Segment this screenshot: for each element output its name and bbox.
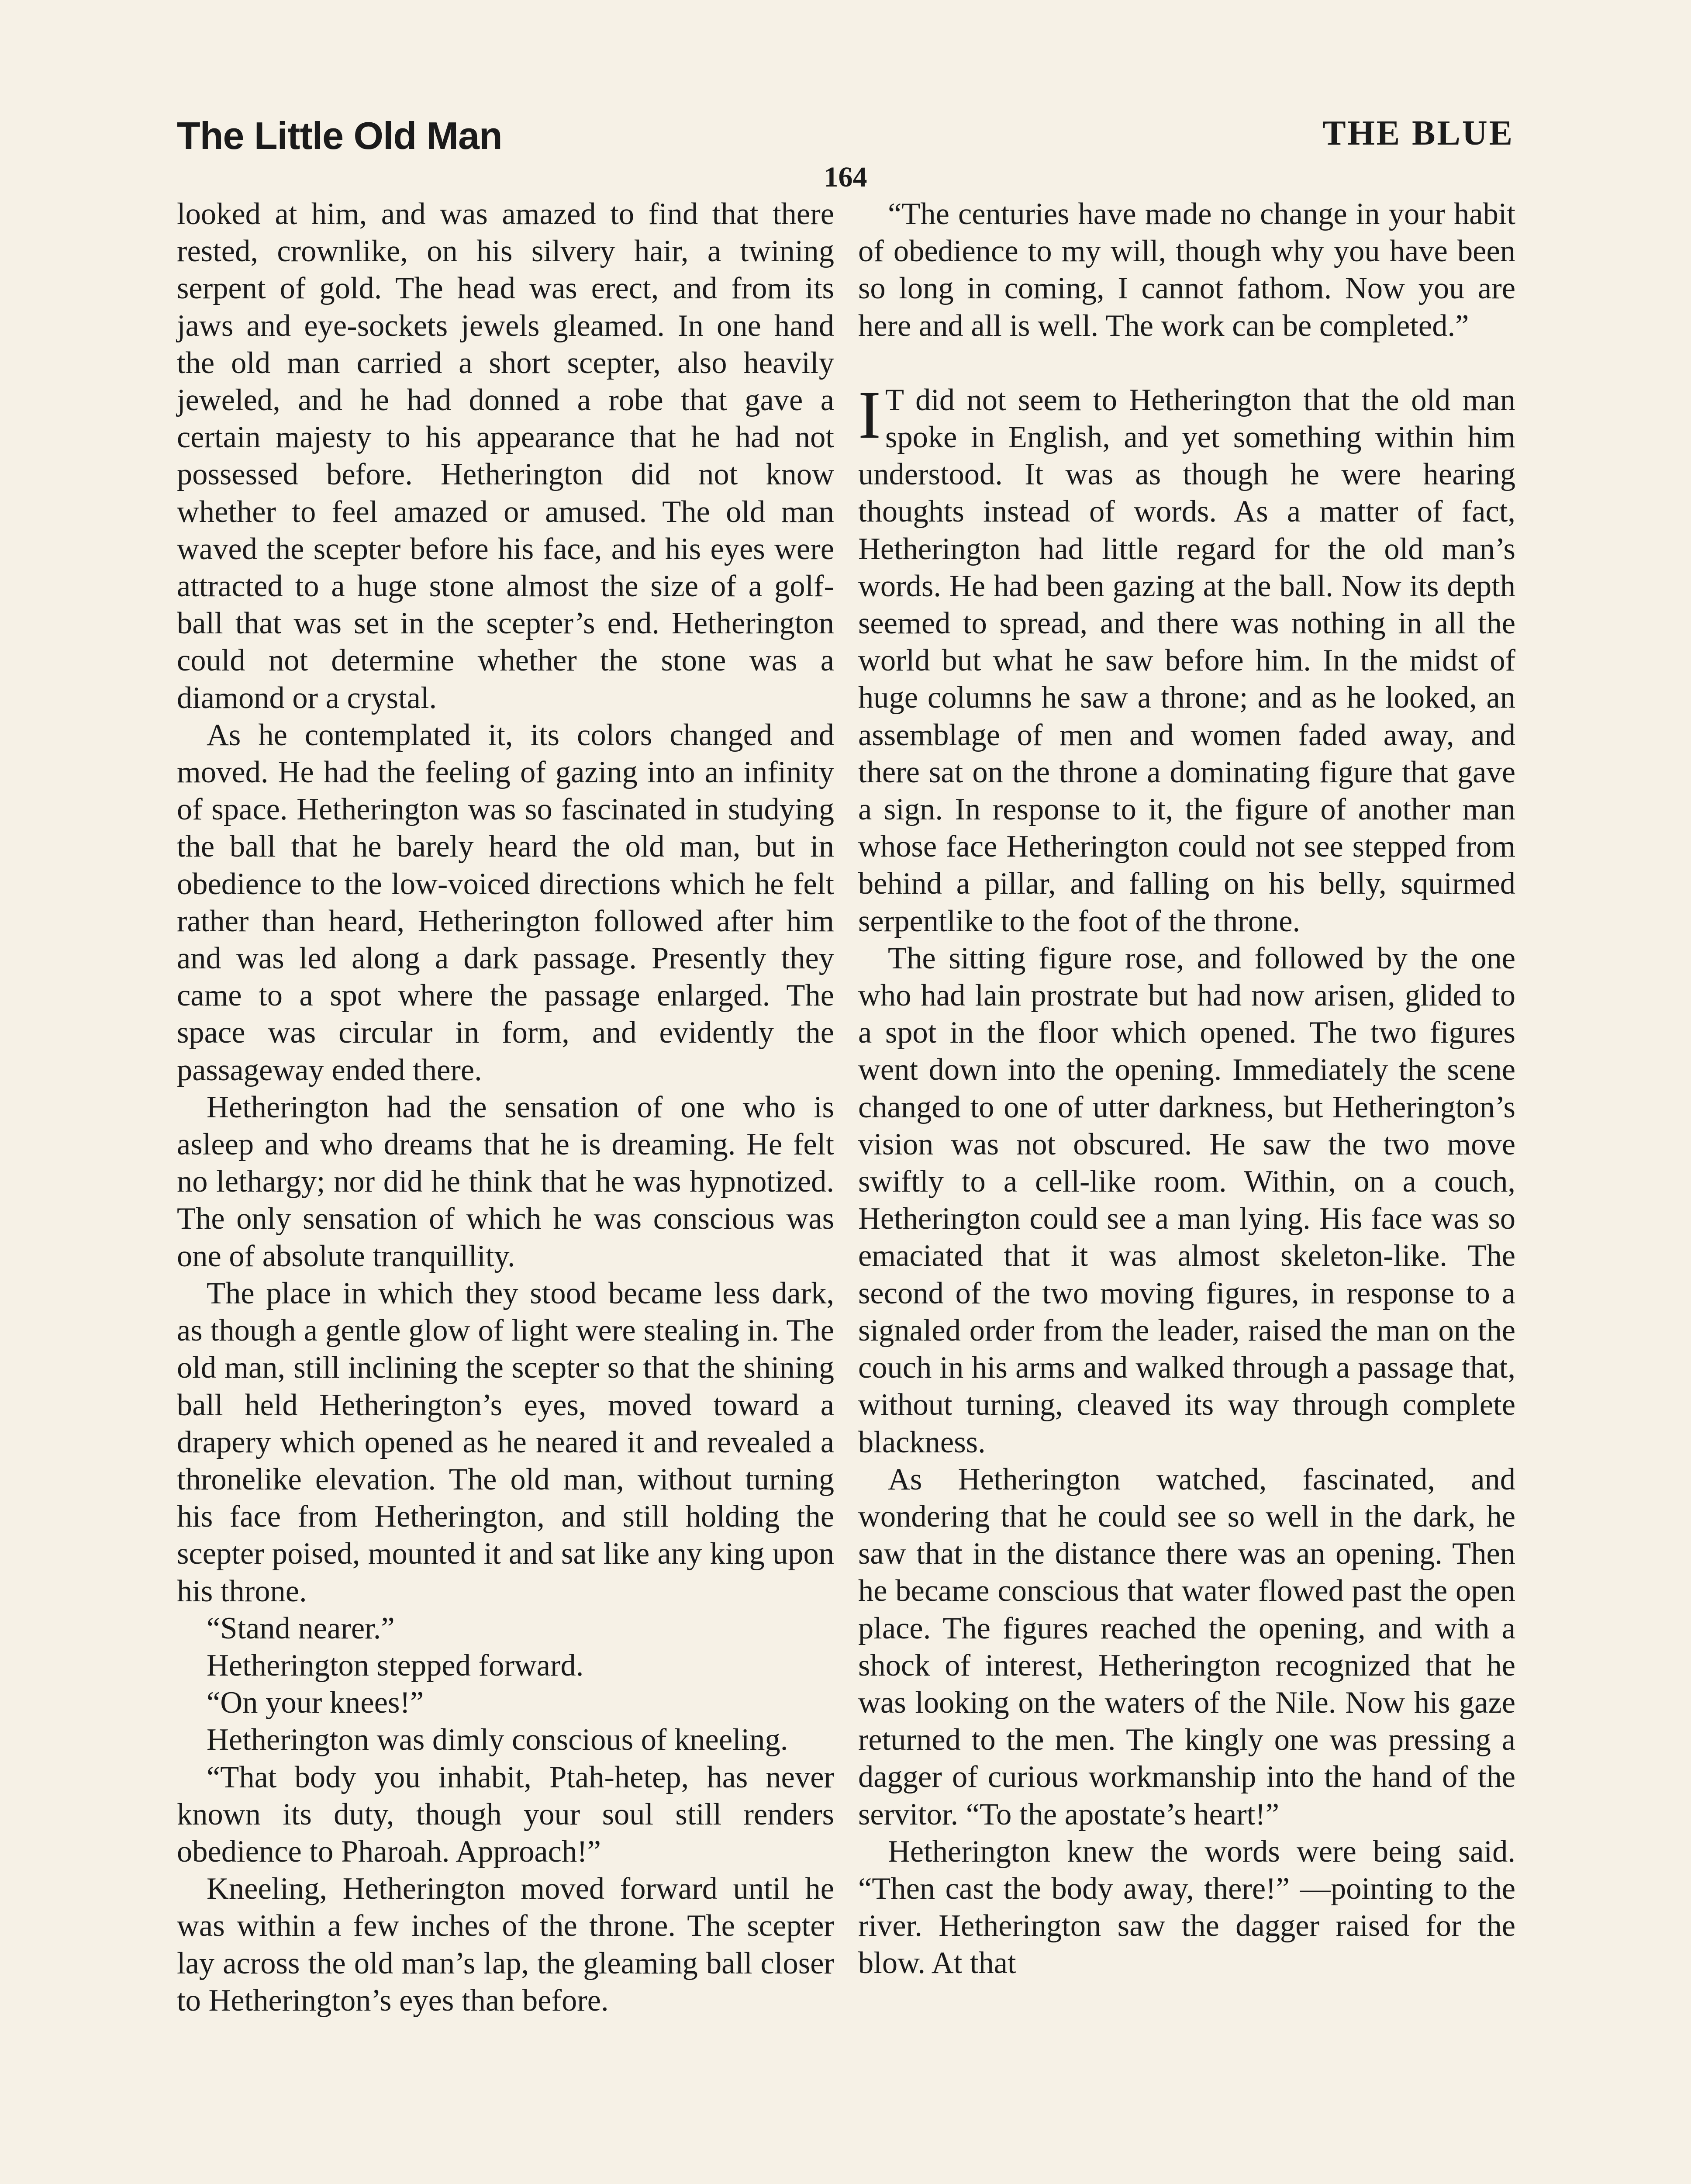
section-opening-paragraph	[858, 377, 1515, 940]
paragraph: The place in which they stood became less dark, as though a gentle glow of light were stealing in. The old man, still inclining the scepter so that the shining ball held Hetherington’s eyes, moved toward a drapery which opened as he neared it and revealed a thronelike elevation. The old man, without turning his face from Hetherington, and still holding the scepter poised, mounted it and sat like any king upon his throne.	[177, 1276, 834, 1608]
page-number: 164	[824, 161, 867, 193]
right-column	[858, 196, 1515, 1982]
paragraph: Hetherington stepped forward.	[207, 1648, 584, 1683]
paragraph: Hetherington knew the words were being said. “Then cast the body away, there!” —pointing to the river. Hetherington saw the dagger raised for the blow. At that	[858, 1834, 1515, 1980]
paragraph: “On your knees!”	[207, 1686, 424, 1720]
paragraph: “Stand nearer.”	[207, 1611, 395, 1645]
paragraph: “The centuries have made no change in your habit of obedience to my will, though why you have been so long in coming, I cannot fathom. Now you are here and all is well. The work can be completed.”	[858, 197, 1515, 343]
paragraph: Kneeling, Hetherington moved forward until he was within a few inches of the throne. The scepter lay across the old man’s lap, the gleaming ball closer to Hetherington’s eyes than before.	[177, 1872, 834, 2018]
story-title: The Little Old Man	[177, 114, 502, 157]
paragraph: looked at him, and was amazed to find that there rested, crownlike, on his silvery hair, a twining serpent of gold. The head was erect, and from its jaws and eye-sockets jewels gleamed. In one hand the old man carried a short scepter, also heavily jeweled, and he had donned a robe that gave a certain majesty to his appearance that he had not possessed before. Hetherington did not know whether to feel amazed or amused. The old man waved the scepter before his face, and his eyes were attracted to a huge stone almost the size of a golf-ball that was set in the scepter’s end. Hetherington could not determine whether the stone was a diamond or a crystal.	[177, 197, 834, 715]
left-column	[177, 196, 834, 2019]
paragraph: “That body you inhabit, Ptah-hetep, has never known its duty, though your soul still renders obedience to Pharoah. Approach!”	[177, 1760, 834, 1869]
paragraph: The sitting figure rose, and followed by the one who had lain prostrate but had now arisen, glided to a spot in the floor which opened. The two figures went down into the opening. Immediately the scene changed to one of utter darkness, but Hetherington’s vision was not obscured. He saw the two move swiftly to a cell-like room. Within, on a couch, Hetherington could see a man lying. His face was so emaciated that it was almost skeleton-like. The second of the two moving figures, in response to a signaled order from the leader, raised the man on the couch in his arms and walked through a passage that, without turning, cleaved its way through complete blackness.	[858, 941, 1515, 1459]
paragraph: As Hetherington watched, fascinated, and wondering that he could see so well in the dark, he saw that in the distance there was an opening. Then he became conscious that water flowed past the open place. The figures reached the opening, and with a shock of interest, Hetherington recognized that he was looking on the waters of the Nile. Now his gaze returned to the men. The kingly one was pressing a dagger of curious workmanship into the hand of the servitor. “To the apostate’s heart!”	[858, 1462, 1515, 1832]
drop-cap: I	[858, 377, 881, 453]
paragraph: As he contemplated it, its colors changed and moved. He had the feeling of gazing into an infinity of space. Hetherington was so fascinated in studying the ball that he barely heard the old man, but in obedience to the low-voiced directions which he felt rather than heard, Hetherington followed after him and was led along a dark passage. Presently they came to a spot where the passage enlarged. The space was circular in form, and evidently the passageway ended there.	[177, 718, 834, 1087]
magazine-title: THE BLUE	[1322, 114, 1514, 152]
section-opening-text: T did not seem to Hetherington that the old man spoke in English, and yet something within him understood. It was as though he were hearing thoughts instead of words. As a matter of fact, Hetherington had little regard for the old man’s words. He had been gazing at the ball. Now its depth seemed to spread, and there was nothing in all the world but what he saw before him. In the midst of huge columns he saw a throne; and as he looked, an assemblage of men and women faded away, and there sat on the throne a dominating figure that gave a sign. In response to it, the figure of another man whose face Hetherington could not see stepped from behind a pillar, and falling on his belly, squirmed serpentlike to the foot of the throne.	[858, 383, 1515, 938]
paragraph: Hetherington had the sensation of one who is asleep and who dreams that he is dreaming. He felt no lethargy; nor did he think that he was hypnotized. The only sensation of which he was conscious was one of absolute tranquillity.	[177, 1090, 834, 1273]
paragraph: Hetherington was dimly conscious of kneeling.	[207, 1723, 788, 1757]
